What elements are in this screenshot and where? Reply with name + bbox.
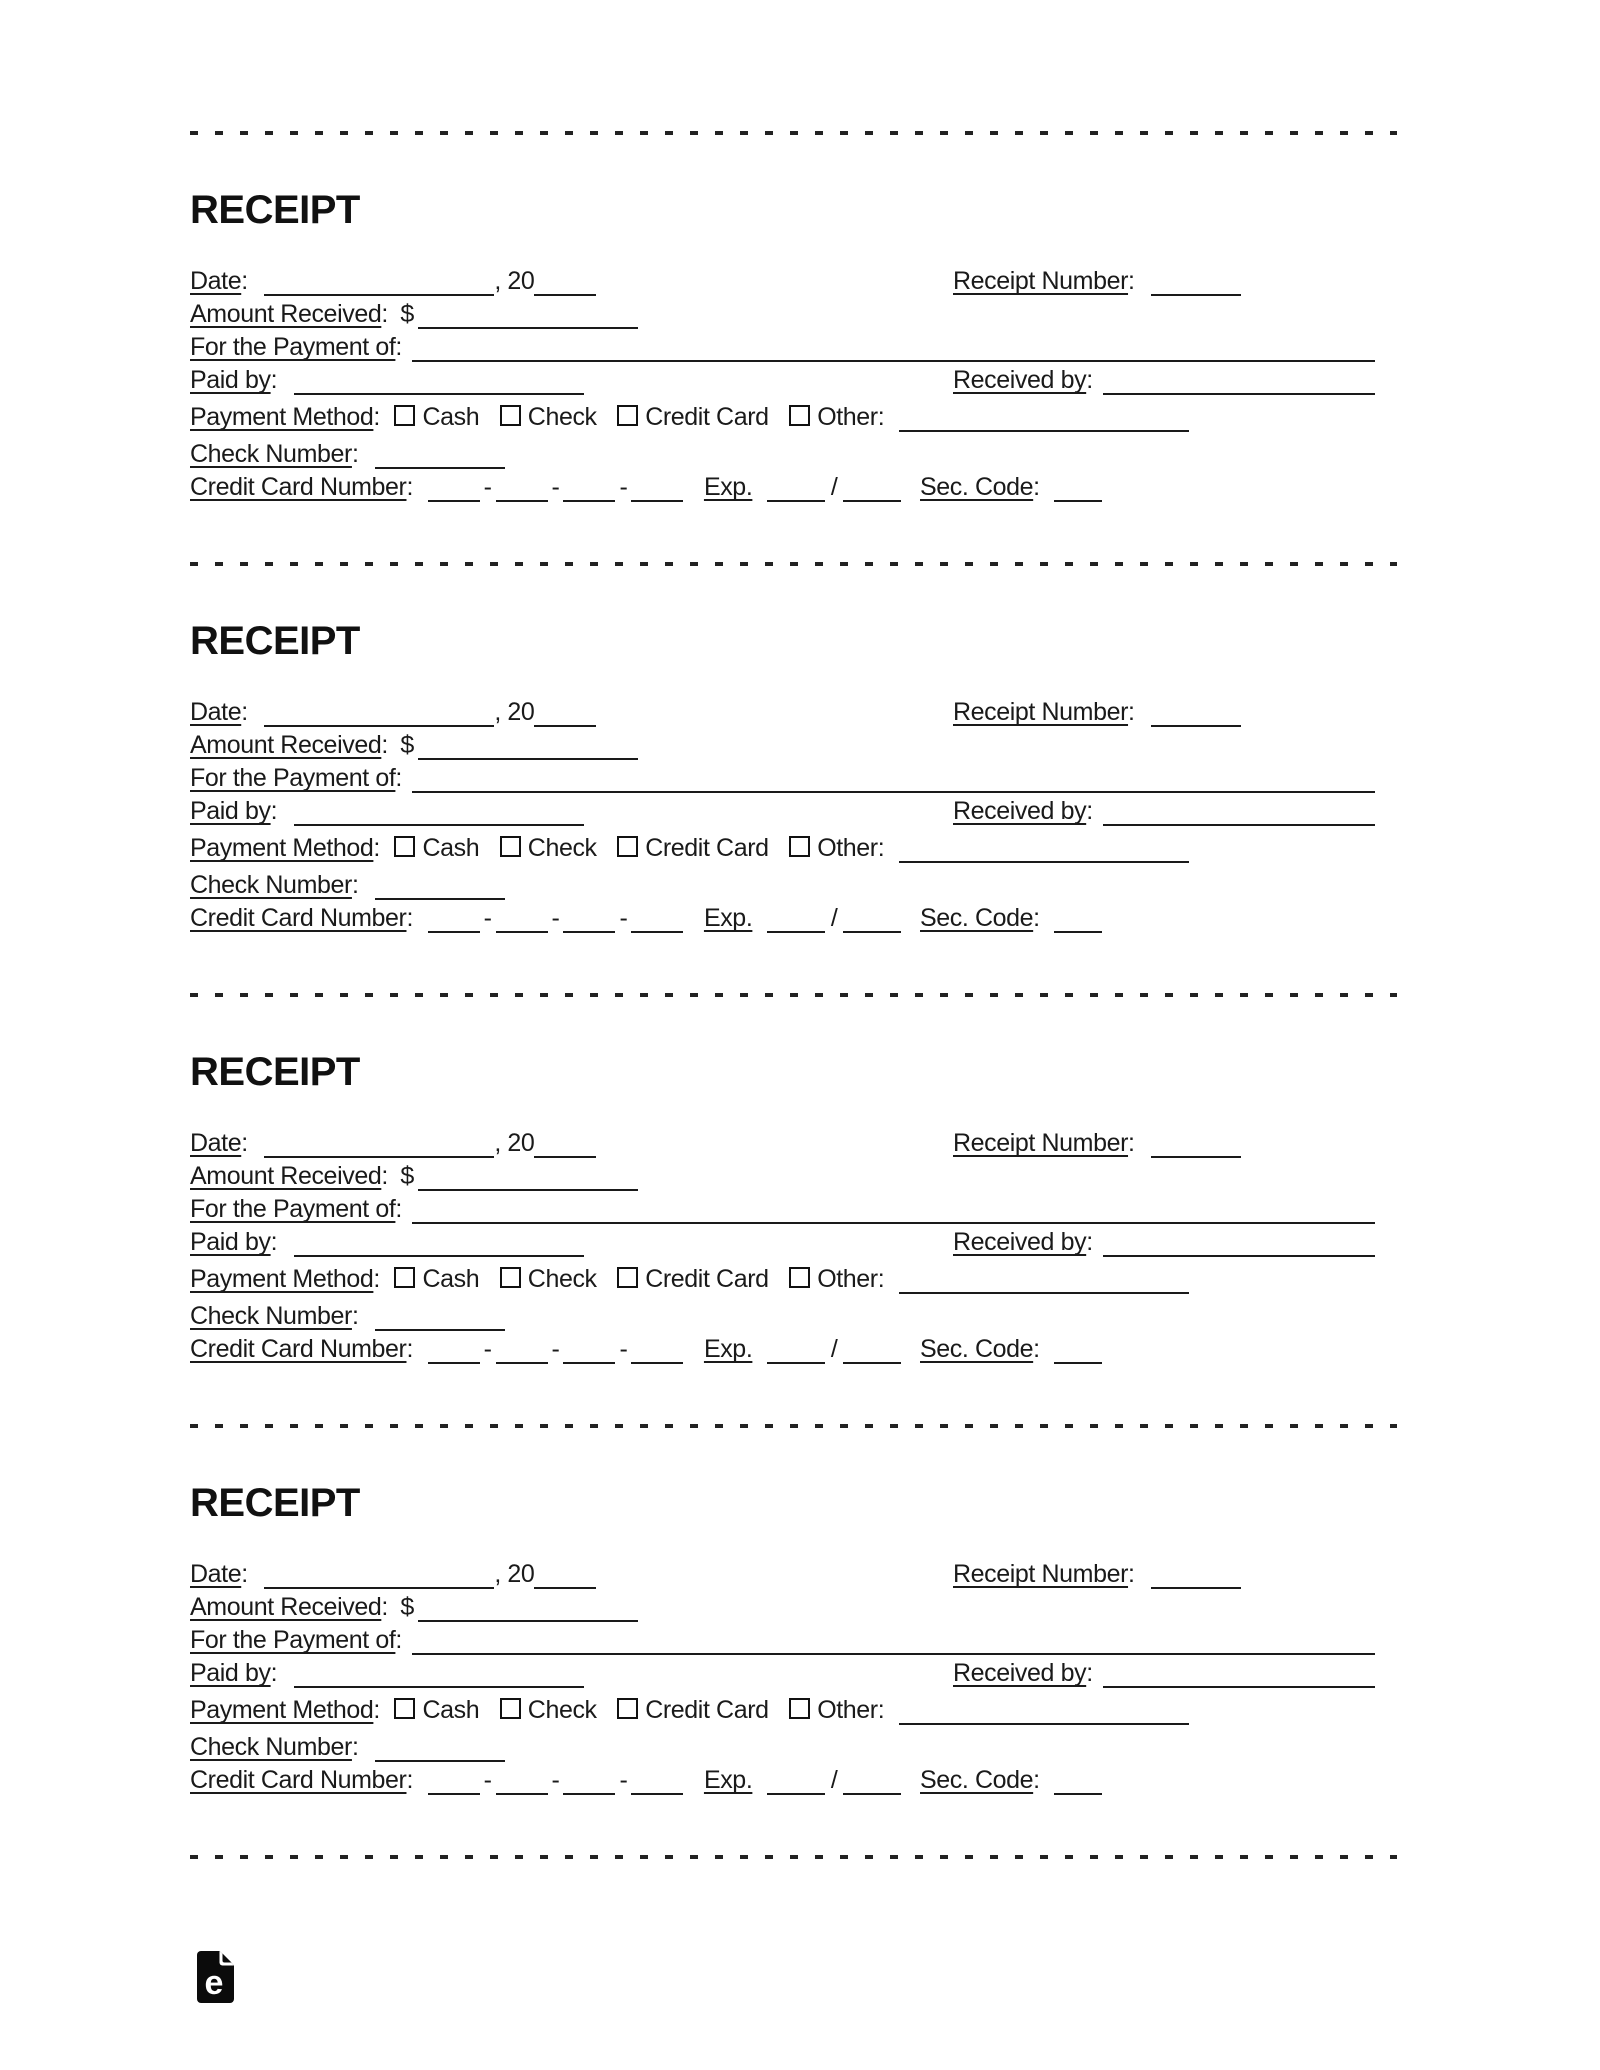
check-number-label: Check Number [190, 1302, 352, 1330]
colon: : [381, 1593, 388, 1621]
cc-blank-2 [496, 902, 548, 933]
colon: : [373, 1696, 380, 1724]
amount-received-label: Amount Received [190, 300, 382, 328]
year-prefix: , 20 [494, 1560, 535, 1588]
cc-blank-1 [428, 1333, 480, 1364]
other-checkbox-icon [789, 1698, 810, 1719]
paid-by-label: Paid by [190, 797, 271, 825]
slash: / [830, 1766, 838, 1794]
check-number-row [190, 438, 1375, 471]
payment-of-blank [412, 331, 1375, 362]
credit-card-number-label: Credit Card Number [190, 473, 407, 501]
amount-received-label: Amount Received [190, 1162, 382, 1190]
hyphen: - [551, 1335, 560, 1363]
sec-code-label: Sec. Code [920, 1335, 1034, 1363]
colon: : [1128, 1560, 1135, 1588]
check-number-label: Check Number [190, 1733, 352, 1761]
cc-blank-2 [496, 471, 548, 502]
exp-label: Exp. [703, 1335, 753, 1363]
payment-method-row [190, 1259, 1375, 1300]
year-prefix: , 20 [494, 698, 535, 726]
cc-blank-4 [631, 902, 683, 933]
payment-of-label-wrap [190, 762, 402, 795]
receipt-number-label: Receipt Number [953, 698, 1129, 726]
receipt-fields [190, 696, 1375, 935]
amount-row [190, 1160, 1375, 1193]
colon: : [406, 1335, 414, 1363]
received-by-group [953, 795, 1375, 828]
cc-blank-1 [428, 1764, 480, 1795]
date-row [190, 265, 1375, 298]
colon: : [1033, 1766, 1040, 1794]
colon: : [395, 1626, 402, 1654]
other-option-label: Other [817, 403, 878, 431]
sec-code-label: Sec. Code [920, 1766, 1034, 1794]
colon: : [1086, 366, 1093, 394]
year-blank [534, 1127, 596, 1158]
colon: : [1033, 1335, 1040, 1363]
cc-blank-4 [631, 1333, 683, 1364]
paid-by-label: Paid by [190, 366, 271, 394]
sec-code-label-wrap [920, 1766, 1040, 1794]
year-blank [534, 696, 596, 727]
colon: : [351, 1733, 359, 1761]
dollar-sign: $ [400, 1162, 414, 1190]
date-label: Date [190, 267, 242, 295]
payment-of-label-wrap [190, 1193, 402, 1226]
check-option-label: Check [527, 403, 597, 431]
colon: : [241, 1560, 248, 1588]
other-option-label: Other [817, 834, 878, 862]
payment-method-row [190, 397, 1375, 438]
slash: / [830, 1335, 838, 1363]
sec-code-blank [1054, 471, 1102, 502]
paid-by-blank [294, 1657, 584, 1688]
dollar-sign: $ [400, 300, 414, 328]
receipt-block [190, 1480, 1375, 1797]
receipt-block [190, 618, 1375, 935]
hyphen: - [619, 1335, 628, 1363]
date-blank [264, 1558, 494, 1589]
exp-month-blank [767, 471, 825, 502]
colon: : [351, 871, 359, 899]
receipt-title: RECEIPT [190, 619, 360, 663]
colon: : [395, 764, 402, 792]
payment-method-row [190, 828, 1375, 869]
receipt-title: RECEIPT [190, 1050, 360, 1094]
credit-card-option-label: Credit Card [645, 834, 769, 862]
exp-year-blank [843, 1764, 901, 1795]
cc-blank-3 [563, 1764, 615, 1795]
receipt-number-label: Receipt Number [953, 1129, 1129, 1157]
sec-code-label-wrap [920, 904, 1040, 932]
paid-by-row [190, 1657, 1375, 1690]
colon: : [406, 904, 414, 932]
year-blank [534, 1558, 596, 1589]
credit-card-row [190, 902, 1375, 935]
receipt-title: RECEIPT [190, 1481, 360, 1525]
colon: : [877, 403, 885, 431]
paid-by-label: Paid by [190, 1659, 271, 1687]
colon: : [406, 473, 414, 501]
colon: : [241, 1129, 248, 1157]
receipt-number-group [953, 696, 1375, 729]
paid-by-label: Paid by [190, 1228, 271, 1256]
colon: : [381, 1162, 388, 1190]
check-number-label: Check Number [190, 871, 352, 899]
cash-option-label: Cash [422, 403, 480, 431]
paid-by-blank [294, 364, 584, 395]
amount-blank [418, 1591, 638, 1622]
hyphen: - [551, 473, 560, 501]
payment-of-row [190, 1624, 1375, 1657]
year-prefix: , 20 [494, 1129, 535, 1157]
receipt-block [190, 1049, 1375, 1366]
colon: : [1086, 1659, 1093, 1687]
colon: : [1128, 267, 1135, 295]
date-row [190, 696, 1375, 729]
hyphen: - [619, 473, 628, 501]
amount-received-label: Amount Received [190, 1593, 382, 1621]
hyphen: - [483, 1335, 492, 1363]
cash-checkbox-icon [394, 836, 415, 857]
sec-code-blank [1054, 1764, 1102, 1795]
cash-option-label: Cash [422, 1265, 480, 1293]
received-by-blank [1103, 364, 1375, 395]
colon: : [1086, 1228, 1093, 1256]
amount-row [190, 729, 1375, 762]
receipt-number-group [953, 265, 1375, 298]
payment-of-label: For the Payment of [190, 1626, 396, 1654]
amount-received-label: Amount Received [190, 731, 382, 759]
payment-of-row [190, 762, 1375, 795]
payment-of-label: For the Payment of [190, 764, 396, 792]
colon: : [1086, 797, 1093, 825]
colon: : [351, 1302, 359, 1330]
paid-by-row [190, 364, 1375, 397]
other-blank [899, 1694, 1189, 1725]
colon: : [381, 731, 388, 759]
received-by-label: Received by [953, 797, 1087, 825]
receipt-number-blank [1151, 1558, 1241, 1589]
check-option-label: Check [527, 1696, 597, 1724]
dashed-separator [190, 1855, 1397, 1859]
credit-card-number-label: Credit Card Number [190, 1766, 407, 1794]
check-number-blank [375, 1731, 505, 1762]
other-option-label: Other [817, 1265, 878, 1293]
receipt-number-group [953, 1558, 1375, 1591]
colon: : [373, 834, 380, 862]
payment-of-label: For the Payment of [190, 1195, 396, 1223]
cash-checkbox-icon [394, 1267, 415, 1288]
credit-card-checkbox-icon [617, 405, 638, 426]
colon: : [241, 698, 248, 726]
other-checkbox-icon [789, 405, 810, 426]
other-checkbox-icon [789, 836, 810, 857]
credit-card-row [190, 471, 1375, 504]
cc-blank-2 [496, 1764, 548, 1795]
check-option-label: Check [527, 834, 597, 862]
cc-blank-1 [428, 471, 480, 502]
cash-option-label: Cash [422, 834, 480, 862]
colon: : [270, 366, 278, 394]
other-option-label: Other [817, 1696, 878, 1724]
credit-card-number-label: Credit Card Number [190, 1335, 407, 1363]
colon: : [351, 440, 359, 468]
eforms-logo-letter: e [204, 1964, 224, 2002]
dashed-separator [190, 1424, 1397, 1428]
colon: : [270, 797, 278, 825]
cc-blank-2 [496, 1333, 548, 1364]
paid-by-blank [294, 1226, 584, 1257]
receipt-number-blank [1151, 265, 1241, 296]
other-blank [899, 401, 1189, 432]
receipt-fields [190, 1558, 1375, 1797]
credit-card-option-label: Credit Card [645, 1265, 769, 1293]
credit-card-checkbox-icon [617, 836, 638, 857]
credit-card-option-label: Credit Card [645, 403, 769, 431]
sec-code-label-wrap [920, 473, 1040, 501]
exp-month-blank [767, 1764, 825, 1795]
sec-code-label-wrap [920, 1335, 1040, 1363]
colon: : [395, 1195, 402, 1223]
colon: : [877, 1696, 885, 1724]
dashed-separator [190, 562, 1397, 566]
date-label: Date [190, 1560, 242, 1588]
credit-card-checkbox-icon [617, 1698, 638, 1719]
payment-method-row [190, 1690, 1375, 1731]
cc-blank-3 [563, 902, 615, 933]
year-blank [534, 265, 596, 296]
sec-code-blank [1054, 1333, 1102, 1364]
check-number-label: Check Number [190, 440, 352, 468]
receipt-number-group [953, 1127, 1375, 1160]
colon: : [373, 1265, 380, 1293]
colon: : [1033, 904, 1040, 932]
check-number-row [190, 869, 1375, 902]
amount-row [190, 1591, 1375, 1624]
payment-method-label: Payment Method [190, 1265, 374, 1293]
payment-of-row [190, 1193, 1375, 1226]
date-label: Date [190, 698, 242, 726]
payment-of-blank [412, 1193, 1375, 1224]
credit-card-checkbox-icon [617, 1267, 638, 1288]
payment-method-label: Payment Method [190, 834, 374, 862]
colon: : [406, 1766, 414, 1794]
sec-code-label: Sec. Code [920, 904, 1034, 932]
check-number-blank [375, 1300, 505, 1331]
payment-of-label-wrap [190, 331, 402, 364]
receipt-number-label: Receipt Number [953, 267, 1129, 295]
sec-code-label: Sec. Code [920, 473, 1034, 501]
check-number-blank [375, 869, 505, 900]
amount-blank [418, 1160, 638, 1191]
amount-blank [418, 298, 638, 329]
hyphen: - [483, 1766, 492, 1794]
received-by-label: Received by [953, 366, 1087, 394]
check-checkbox-icon [500, 1698, 521, 1719]
date-blank [264, 696, 494, 727]
page-content [190, 131, 1375, 1859]
amount-blank [418, 729, 638, 760]
exp-month-blank [767, 902, 825, 933]
credit-card-option-label: Credit Card [645, 1696, 769, 1724]
cash-checkbox-icon [394, 405, 415, 426]
received-by-label: Received by [953, 1228, 1087, 1256]
exp-year-blank [843, 471, 901, 502]
eforms-logo [197, 1951, 234, 2003]
colon: : [1033, 473, 1040, 501]
receipt-title: RECEIPT [190, 188, 360, 232]
other-blank [899, 1263, 1189, 1294]
received-by-group [953, 364, 1375, 397]
exp-label: Exp. [703, 473, 753, 501]
cc-blank-3 [563, 471, 615, 502]
hyphen: - [619, 1766, 628, 1794]
colon: : [1128, 698, 1135, 726]
dashed-separator [190, 131, 1397, 135]
cash-checkbox-icon [394, 1698, 415, 1719]
received-by-label-wrap [953, 364, 1093, 397]
amount-row [190, 298, 1375, 331]
payment-of-label-wrap [190, 1624, 402, 1657]
credit-card-row [190, 1333, 1375, 1366]
payment-of-blank [412, 1624, 1375, 1655]
exp-month-blank [767, 1333, 825, 1364]
dollar-sign: $ [400, 731, 414, 759]
check-number-row [190, 1300, 1375, 1333]
payment-of-label: For the Payment of [190, 333, 396, 361]
hyphen: - [551, 1766, 560, 1794]
payment-of-blank [412, 762, 1375, 793]
receipt-fields [190, 265, 1375, 504]
received-by-blank [1103, 795, 1375, 826]
colon: : [877, 1265, 885, 1293]
received-by-label-wrap [953, 1226, 1093, 1259]
other-checkbox-icon [789, 1267, 810, 1288]
date-row [190, 1127, 1375, 1160]
received-by-group [953, 1657, 1375, 1690]
colon: : [1128, 1129, 1135, 1157]
receipt-fields [190, 1127, 1375, 1366]
cash-option-label: Cash [422, 1696, 480, 1724]
received-by-blank [1103, 1226, 1375, 1257]
colon: : [270, 1228, 278, 1256]
colon: : [241, 267, 248, 295]
dollar-sign: $ [400, 1593, 414, 1621]
exp-year-blank [843, 1333, 901, 1364]
exp-label: Exp. [703, 1766, 753, 1794]
receipt-block [190, 187, 1375, 504]
received-by-blank [1103, 1657, 1375, 1688]
payment-of-row [190, 331, 1375, 364]
received-by-group [953, 1226, 1375, 1259]
credit-card-row [190, 1764, 1375, 1797]
check-checkbox-icon [500, 405, 521, 426]
slash: / [830, 904, 838, 932]
received-by-label-wrap [953, 795, 1093, 828]
receipt-number-label: Receipt Number [953, 1560, 1129, 1588]
dashed-separator [190, 993, 1397, 997]
payment-method-label: Payment Method [190, 1696, 374, 1724]
receipt-number-blank [1151, 1127, 1241, 1158]
payment-method-label: Payment Method [190, 403, 374, 431]
date-label: Date [190, 1129, 242, 1157]
cc-blank-3 [563, 1333, 615, 1364]
received-by-label: Received by [953, 1659, 1087, 1687]
colon: : [270, 1659, 278, 1687]
credit-card-number-label: Credit Card Number [190, 904, 407, 932]
other-blank [899, 832, 1189, 863]
cc-blank-4 [631, 1764, 683, 1795]
colon: : [395, 333, 402, 361]
check-checkbox-icon [500, 836, 521, 857]
sec-code-blank [1054, 902, 1102, 933]
hyphen: - [483, 473, 492, 501]
colon: : [877, 834, 885, 862]
date-row [190, 1558, 1375, 1591]
paid-by-row [190, 795, 1375, 828]
cc-blank-4 [631, 471, 683, 502]
year-prefix: , 20 [494, 267, 535, 295]
colon: : [373, 403, 380, 431]
received-by-label-wrap [953, 1657, 1093, 1690]
exp-year-blank [843, 902, 901, 933]
check-number-blank [375, 438, 505, 469]
paid-by-blank [294, 795, 584, 826]
check-checkbox-icon [500, 1267, 521, 1288]
hyphen: - [483, 904, 492, 932]
receipt-number-blank [1151, 696, 1241, 727]
slash: / [830, 473, 838, 501]
hyphen: - [551, 904, 560, 932]
check-number-row [190, 1731, 1375, 1764]
check-option-label: Check [527, 1265, 597, 1293]
date-blank [264, 265, 494, 296]
colon: : [381, 300, 388, 328]
exp-label: Exp. [703, 904, 753, 932]
hyphen: - [619, 904, 628, 932]
cc-blank-1 [428, 902, 480, 933]
paid-by-row [190, 1226, 1375, 1259]
date-blank [264, 1127, 494, 1158]
